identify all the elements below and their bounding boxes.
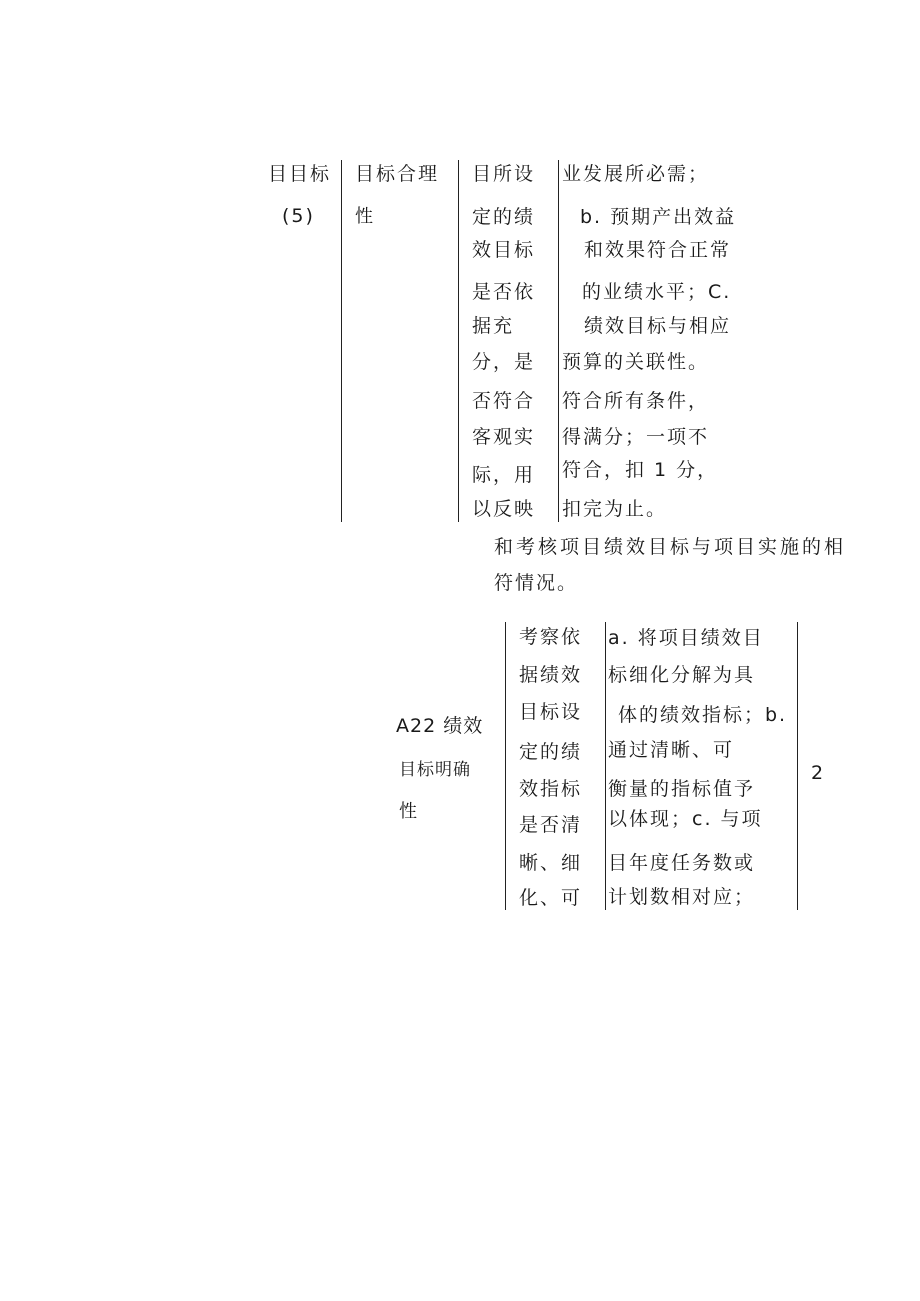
- continuation-line: 和考核项目绩效目标与项目实施的相: [494, 536, 847, 558]
- table1-col3-line: 据充: [472, 315, 515, 337]
- table2-rule-2: [605, 622, 606, 910]
- table1-col4-line: 符合所有条件，: [562, 390, 710, 412]
- table2-score: 2: [811, 762, 826, 784]
- table2-scoring-line: 通过清晰、可: [608, 739, 735, 761]
- table2-scoring-line: a. 将项目绩效目: [608, 627, 764, 649]
- table1-col4-line: 预算的关联性。: [562, 351, 710, 373]
- table2-criteria-line: 化、可: [519, 887, 583, 909]
- table1-col3-line: 目所设: [472, 163, 536, 185]
- table1-col3-line: 否符合: [472, 390, 536, 412]
- table2-scoring-line: 计划数相对应；: [608, 886, 756, 908]
- table2-criteria-line: 据绩效: [519, 664, 583, 686]
- table1-col4-line: 符合，扣 1 分，: [562, 459, 719, 481]
- table2-criteria-line: 定的绩: [519, 741, 583, 763]
- table1-col4-line: b. 预期产出效益: [580, 206, 737, 228]
- table2-scoring-line: 体的绩效指标；b.: [618, 704, 788, 726]
- table1-col2-line: 性: [355, 206, 375, 227]
- table2-item-line: 性: [399, 801, 419, 822]
- table2-rule-3: [797, 622, 798, 910]
- table2-item-line: 目标明确: [399, 760, 471, 780]
- table1-col4-line: 业发展所必需；: [562, 163, 710, 185]
- table1-col3-line: 以反映: [472, 498, 536, 520]
- table2-rule-1: [505, 622, 506, 910]
- table1-col1-line: (5): [282, 205, 315, 227]
- table1-col3-line: 是否依: [472, 281, 536, 303]
- table1-rule-1: [341, 160, 342, 522]
- table1-col3-line: 定的绩: [472, 206, 536, 228]
- table2-criteria-line: 考察依: [519, 626, 583, 648]
- table1-col2-line: 目标合理: [355, 163, 440, 185]
- table1-col1-line: 目目标: [268, 163, 332, 185]
- table2-scoring-line: 标细化分解为具: [608, 664, 756, 686]
- table1-col4-line: 得满分；一项不: [562, 426, 710, 448]
- table1-col3-line: 客观实: [472, 426, 536, 448]
- table1-col4-line: 的业绩水平；C.: [582, 281, 732, 303]
- table2-scoring-line: 衡量的指标值予: [608, 778, 756, 800]
- table1-rule-3: [558, 160, 559, 522]
- table1-col3-line: 际，用: [472, 464, 536, 486]
- table1-col4-line: 扣完为止。: [562, 498, 668, 520]
- table1-col4-line: 和效果符合正常: [584, 239, 732, 261]
- continuation-line: 符情况。: [494, 572, 579, 594]
- table2-scoring-line: 以体现；c. 与项: [608, 808, 763, 830]
- table1-col3-line: 效目标: [472, 239, 536, 261]
- table2-item-line: A22 绩效: [396, 715, 484, 737]
- table2-scoring-line: 目年度任务数或: [608, 852, 756, 874]
- table2-criteria-line: 晰、细: [519, 852, 583, 874]
- table1-col3-line: 分，是: [472, 351, 536, 373]
- table2-criteria-line: 目标设: [519, 701, 583, 723]
- table2-criteria-line: 是否清: [519, 814, 583, 836]
- table2-criteria-line: 效指标: [519, 778, 583, 800]
- table1-rule-2: [458, 160, 459, 522]
- table1-col4-line: 绩效目标与相应: [584, 315, 732, 337]
